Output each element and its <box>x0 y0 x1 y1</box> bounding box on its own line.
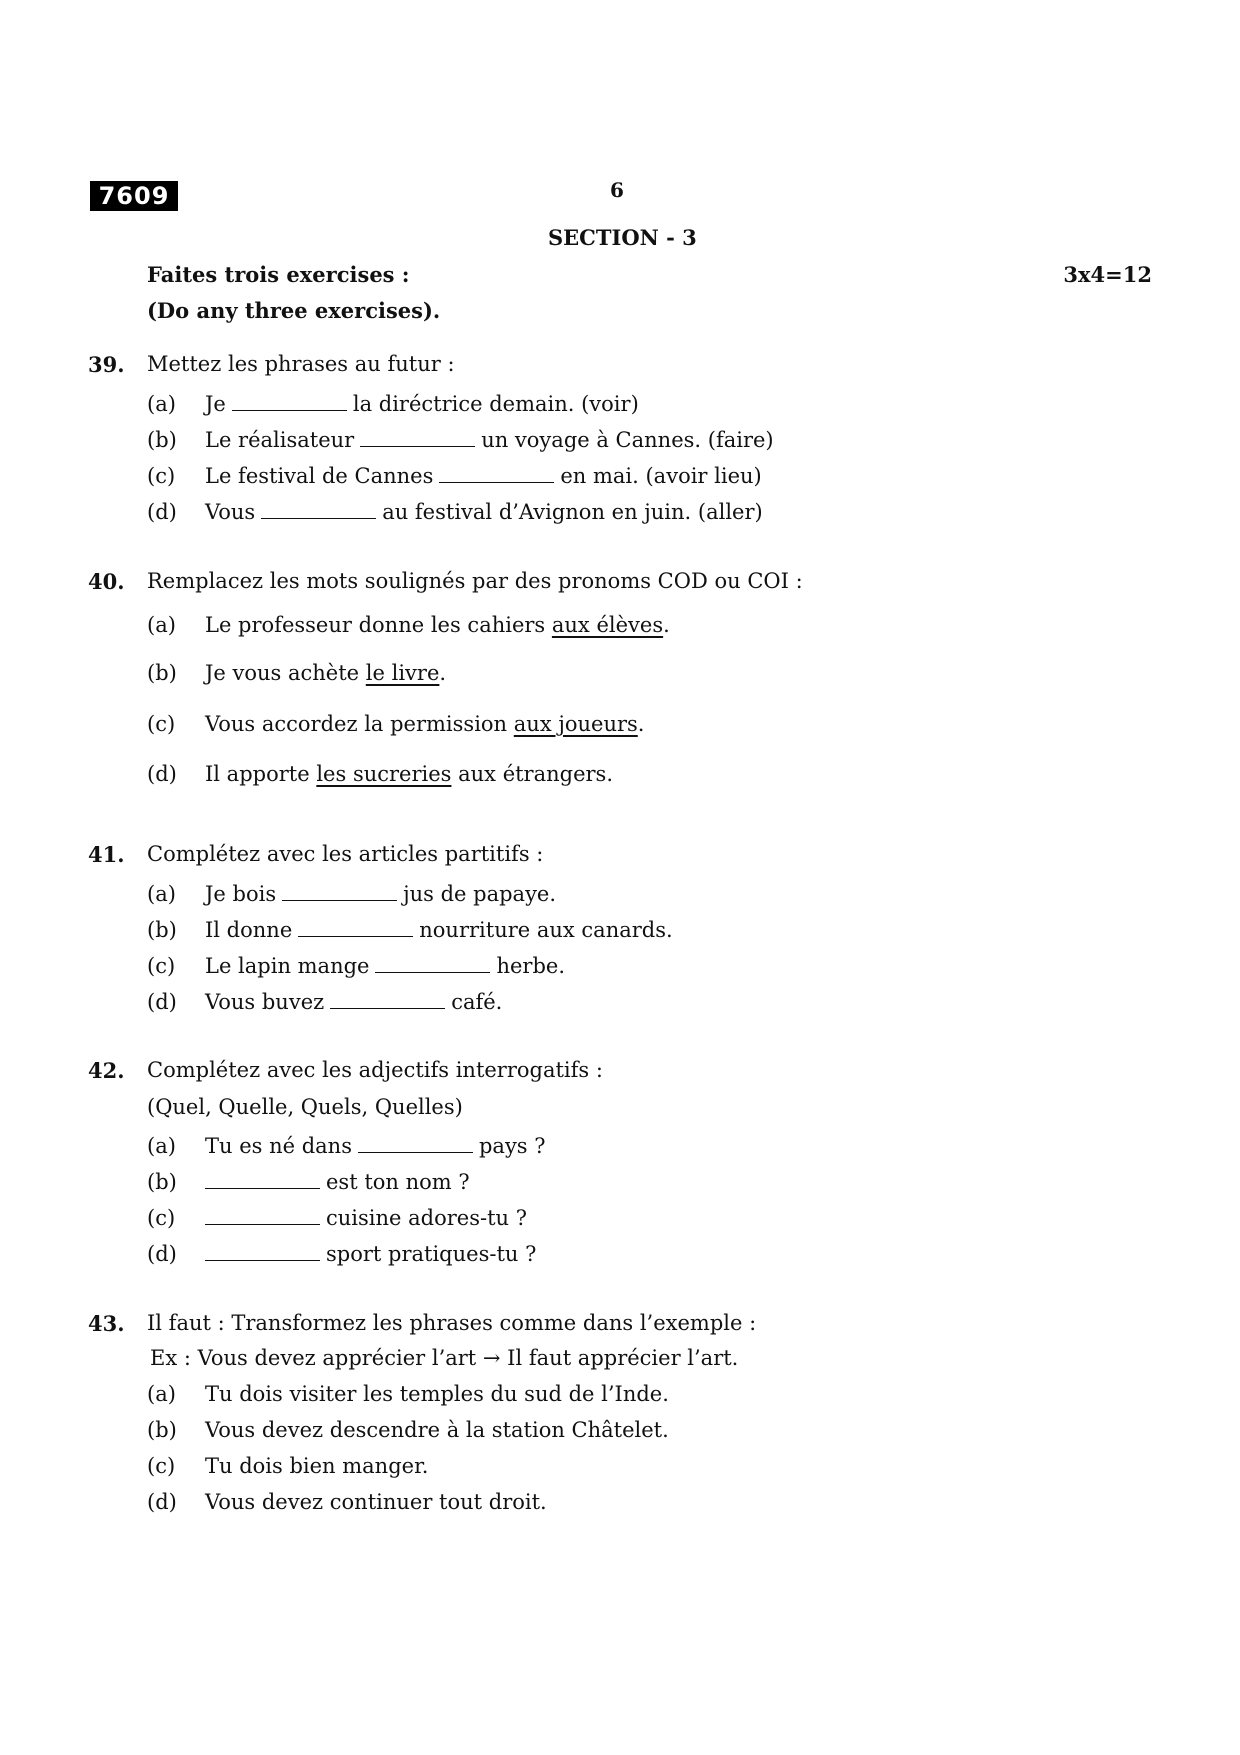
list-item <box>147 389 639 416</box>
item-text-after: au festival d’Avignon en juin. (aller) <box>382 500 763 524</box>
list-item <box>147 712 644 736</box>
list-item <box>147 1490 547 1514</box>
item-text-after: . <box>637 712 645 736</box>
list-item <box>147 1418 669 1442</box>
item-text-after: sport pratiques-tu ? <box>326 1242 537 1266</box>
answer-blank <box>205 1167 320 1189</box>
item-text-before: Le lapin mange <box>205 954 370 978</box>
example-line: Ex : Vous devez apprécier l’art → Il faut apprécier l’art. <box>150 1346 739 1370</box>
question-number: 40. <box>88 569 125 594</box>
item-label: (b) <box>147 428 177 452</box>
answer-blank <box>360 425 475 447</box>
underlined-words: aux joueurs <box>513 712 638 736</box>
item-label: (b) <box>147 1170 177 1194</box>
list-item <box>147 951 565 978</box>
item-text-after: nourriture aux canards. <box>419 918 673 942</box>
question-number: 41. <box>88 842 125 867</box>
list-item <box>147 1382 669 1406</box>
list-item <box>147 1239 536 1266</box>
item-text-after: herbe. <box>496 954 566 978</box>
item-text-before: Le professeur donne les cahiers <box>205 613 546 637</box>
item-text: Vous devez descendre à la station Châtelet. <box>205 1418 669 1442</box>
item-label: (d) <box>147 1490 177 1514</box>
item-text: Tu dois bien manger. <box>205 1454 429 1478</box>
answer-blank <box>282 879 397 901</box>
item-label: (b) <box>147 661 177 685</box>
item-label: (c) <box>147 954 176 978</box>
answer-blank <box>439 461 554 483</box>
item-text-before: Vous accordez la permission <box>205 712 508 736</box>
list-item <box>147 879 556 906</box>
item-text-after: . <box>663 613 670 637</box>
question-prompt: Il faut : Transformez les phrases comme dans l’exemple : <box>147 1311 757 1335</box>
question-prompt: Complétez avec les adjectifs interrogatifs : <box>147 1058 603 1082</box>
item-text-after: café. <box>451 990 503 1014</box>
instruction-english: (Do any three exercises). <box>147 298 441 323</box>
answer-blank <box>232 389 347 411</box>
marks-allocation: 3x4=12 <box>1063 262 1152 287</box>
list-item <box>147 1203 527 1230</box>
item-text-before: Le réalisateur <box>205 428 355 452</box>
item-label: (c) <box>147 1454 176 1478</box>
item-label: (d) <box>147 990 177 1014</box>
item-text-before: Tu es né dans <box>205 1134 352 1158</box>
item-text: Tu dois visiter les temples du sud de l’Inde. <box>205 1382 669 1406</box>
answer-blank <box>261 497 376 519</box>
page-number: 6 <box>610 178 624 202</box>
item-text-after: jus de papaye. <box>403 882 557 906</box>
item-label: (a) <box>147 1134 176 1158</box>
item-label: (c) <box>147 464 176 488</box>
item-label: (d) <box>147 762 177 786</box>
answer-blank <box>358 1131 473 1153</box>
list-item <box>147 762 613 786</box>
list-item <box>147 915 673 942</box>
item-label: (d) <box>147 500 177 524</box>
item-label: (a) <box>147 882 176 906</box>
list-item <box>147 425 774 452</box>
item-text-before: Vous buvez <box>205 990 325 1014</box>
answer-blank <box>298 915 413 937</box>
item-text-before: Il donne <box>205 918 293 942</box>
item-text-before: Le festival de Cannes <box>205 464 434 488</box>
item-text: Vous devez continuer tout droit. <box>205 1490 547 1514</box>
question-number: 42. <box>88 1058 125 1083</box>
question-number: 43. <box>88 1311 125 1336</box>
item-text-before: Vous <box>205 500 256 524</box>
answer-blank <box>205 1203 320 1225</box>
answer-blank <box>330 987 445 1009</box>
list-item <box>147 661 446 685</box>
item-label: (a) <box>147 613 176 637</box>
section-title: SECTION - 3 <box>548 225 697 250</box>
question-prompt: Complétez avec les articles partitifs : <box>147 842 544 866</box>
instruction-french: Faites trois exercises : <box>147 262 410 287</box>
item-text-before: Je vous achète <box>205 661 360 685</box>
item-label: (b) <box>147 1418 177 1442</box>
item-text-after: pays ? <box>478 1134 546 1158</box>
list-item <box>147 987 502 1014</box>
paper-code-badge: 7609 <box>90 181 178 211</box>
item-label: (a) <box>147 1382 176 1406</box>
item-text-before: Je bois <box>205 882 277 906</box>
item-label: (b) <box>147 918 177 942</box>
underlined-words: les sucreries <box>316 762 452 786</box>
question-prompt: Mettez les phrases au futur : <box>147 352 455 376</box>
item-text-after: en mai. (avoir lieu) <box>560 464 762 488</box>
item-label: (c) <box>147 1206 176 1230</box>
item-text-before: Il apporte <box>205 762 310 786</box>
list-item <box>147 497 763 524</box>
question-number: 39. <box>88 352 125 377</box>
item-text-after: aux étrangers. <box>458 762 613 786</box>
answer-blank <box>375 951 490 973</box>
answer-blank <box>205 1239 320 1261</box>
list-item <box>147 1454 428 1478</box>
list-item <box>147 1131 546 1158</box>
item-text-after: un voyage à Cannes. (faire) <box>481 428 774 452</box>
question-prompt: Remplacez les mots soulignés par des pronoms COD ou COI : <box>147 569 803 593</box>
item-label: (d) <box>147 1242 177 1266</box>
list-item <box>147 1167 470 1194</box>
item-text-after: . <box>439 661 447 685</box>
options-list: (Quel, Quelle, Quels, Quelles) <box>147 1095 463 1119</box>
underlined-words: aux élèves <box>551 613 664 637</box>
list-item <box>147 461 762 488</box>
item-text-before: Je <box>205 392 226 416</box>
item-label: (a) <box>147 392 176 416</box>
item-text-after: la diréctrice demain. (voir) <box>352 392 639 416</box>
item-text-after: est ton nom ? <box>326 1170 470 1194</box>
list-item <box>147 613 670 637</box>
item-text-after: cuisine adores-tu ? <box>326 1206 527 1230</box>
underlined-words: le livre <box>365 661 440 685</box>
item-label: (c) <box>147 712 176 736</box>
